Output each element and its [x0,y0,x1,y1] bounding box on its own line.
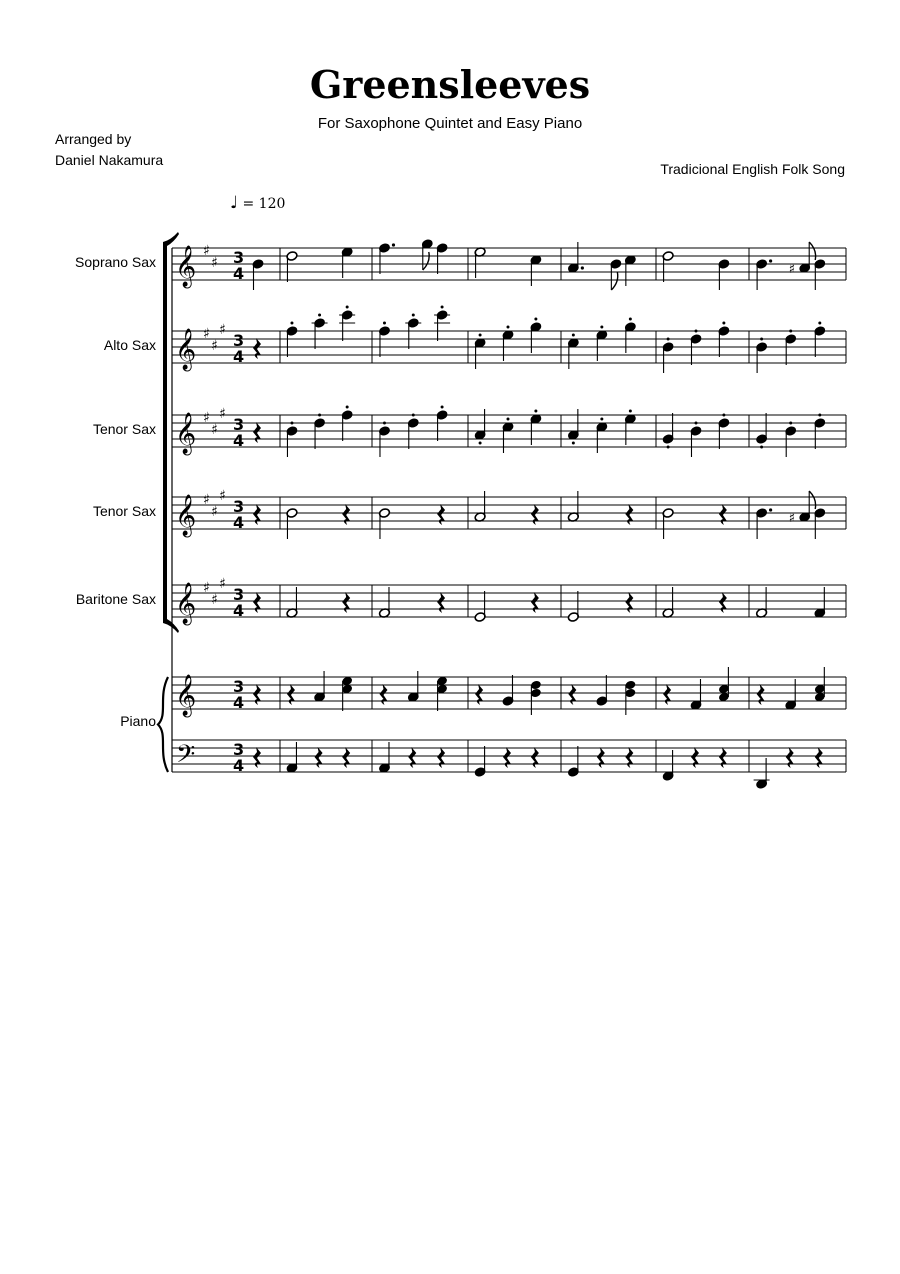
quarter-rest-icon [253,504,261,525]
piano-brace [158,677,168,772]
key-sharp-icon: ♯ [203,326,210,342]
quarter-rest-icon [437,592,445,613]
staccato-dot [667,446,670,449]
staccato-dot [629,318,632,321]
staccato-dot [290,422,293,425]
staccato-dot [346,306,349,309]
staccato-dot [479,442,482,445]
staccato-dot [789,422,792,425]
quarter-rest-icon [253,684,261,705]
instrument-label-soprano-sax: Soprano Sax [75,254,156,270]
time-signature-numerator: 3 [233,248,245,267]
key-sharp-icon: ♯ [211,338,218,354]
staccato-dot [789,330,792,333]
staccato-dot [572,442,575,445]
instrument-label-tenor-sax-1: Tenor Sax [92,421,156,437]
quarter-rest-icon [597,747,605,768]
key-sharp-icon: ♯ [219,406,226,422]
instrument-label-baritone-sax: Baritone Sax [75,591,156,607]
quarter-rest-icon [531,747,539,768]
treble-clef-icon: 𝄞 [175,246,197,287]
instrument-label-tenor-sax-2: Tenor Sax [92,503,156,519]
quarter-rest-icon [719,504,727,525]
quarter-rest-icon [663,684,671,705]
key-sharp-icon: ♯ [203,410,210,426]
quarter-rest-icon [253,338,261,359]
quarter-rest-icon [625,747,633,768]
staccato-dot [383,322,386,325]
staccato-dot [667,338,670,341]
time-signature-denominator: 4 [233,347,245,366]
staccato-dot [760,338,763,341]
key-sharp-icon: ♯ [203,243,210,259]
eighth-flag [611,272,617,290]
eighth-flag [809,242,815,260]
quarter-rest-icon [253,747,261,768]
quarter-rest-icon [786,747,794,768]
arranger-label: Arranged by [55,131,132,147]
quarter-rest-icon [568,684,576,705]
staccato-dot [694,422,697,425]
quarter-rest-icon [531,592,539,613]
staccato-dot [346,406,349,409]
accidental-sharp-icon: ♯ [788,262,796,277]
quarter-rest-icon [815,747,823,768]
time-signature-denominator: 4 [233,264,245,283]
key-sharp-icon: ♯ [219,576,226,592]
quarter-rest-icon [757,684,765,705]
quarter-rest-icon [719,747,727,768]
augmentation-dot [581,266,584,269]
key-sharp-icon: ♯ [219,322,226,338]
quarter-rest-icon [253,592,261,613]
eighth-flag [809,491,815,509]
treble-clef-icon: 𝄞 [175,583,197,624]
key-sharp-icon: ♯ [211,504,218,520]
quarter-rest-icon [253,422,261,443]
key-sharp-icon: ♯ [211,422,218,438]
tempo-value: = 120 [242,196,286,212]
staccato-dot [722,414,725,417]
quarter-rest-icon [342,747,350,768]
quarter-rest-icon [503,747,511,768]
time-signature-numerator: 3 [233,740,245,759]
time-signature-numerator: 3 [233,331,245,350]
quarter-rest-icon [379,684,387,705]
score-title: Greensleeves [309,62,591,107]
staccato-dot [534,318,537,321]
bass-clef-icon: 𝄢 [176,740,196,775]
staccato-dot [318,314,321,317]
quarter-rest-icon [625,504,633,525]
quarter-rest-icon [342,504,350,525]
treble-clef-icon: 𝄞 [175,675,197,716]
staccato-dot [629,410,632,413]
staccato-dot [318,414,321,417]
composer-credit: Tradicional English Folk Song [660,161,845,177]
eighth-flag [423,252,429,270]
treble-clef-icon: 𝄞 [175,329,197,370]
time-signature-denominator: 4 [233,513,245,532]
staccato-dot [534,410,537,413]
staccato-dot [760,446,763,449]
staccato-dot [412,414,415,417]
staccato-dot [412,314,415,317]
time-signature-numerator: 3 [233,585,245,604]
key-sharp-icon: ♯ [203,492,210,508]
time-signature-denominator: 4 [233,756,245,775]
quarter-rest-icon [315,747,323,768]
staff-group [158,232,846,775]
staccato-dot [722,322,725,325]
quarter-rest-icon [475,684,483,705]
arranger-name: Daniel Nakamura [55,152,164,168]
instrument-labels [75,254,156,729]
key-sharp-icon: ♯ [203,580,210,596]
augmentation-dot [769,508,772,511]
quarter-rest-icon [719,592,727,613]
quarter-rest-icon [342,592,350,613]
score-subtitle: For Saxophone Quintet and Easy Piano [317,115,583,132]
staccato-dot [290,322,293,325]
treble-clef-icon: 𝄞 [175,495,197,536]
instrument-label-piano: Piano [120,713,156,729]
quarter-rest-icon [691,747,699,768]
treble-clef-icon: 𝄞 [175,413,197,454]
staccato-dot [383,422,386,425]
time-signature-numerator: 3 [233,415,245,434]
time-signature-numerator: 3 [233,497,245,516]
quarter-rest-icon [531,504,539,525]
quarter-note-icon: ♩ [230,193,239,213]
staccato-dot [600,326,603,329]
quarter-rest-icon [287,684,295,705]
staccato-dot [506,326,509,329]
quarter-rest-icon [408,747,416,768]
staccato-dot [506,418,509,421]
staccato-dot [441,306,444,309]
key-sharp-icon: ♯ [219,488,226,504]
sax-bracket [163,242,167,623]
staccato-dot [600,418,603,421]
accidental-sharp-icon: ♯ [788,511,796,526]
staccato-dot [694,330,697,333]
time-signature-numerator: 3 [233,677,245,696]
staccato-dot [818,414,821,417]
key-sharp-icon: ♯ [211,592,218,608]
augmentation-dot [769,259,772,262]
time-signature-denominator: 4 [233,431,245,450]
quarter-rest-icon [625,592,633,613]
staccato-dot [479,334,482,337]
staccato-dot [572,334,575,337]
quarter-rest-icon [437,504,445,525]
quarter-rest-icon [437,747,445,768]
augmentation-dot [392,243,395,246]
time-signature-denominator: 4 [233,693,245,712]
time-signature-denominator: 4 [233,601,245,620]
notes-layer [252,239,826,790]
bracket-hook-top [163,232,179,246]
staccato-dot [441,406,444,409]
key-sharp-icon: ♯ [211,255,218,271]
staccato-dot [818,322,821,325]
instrument-label-alto-sax: Alto Sax [103,337,156,353]
